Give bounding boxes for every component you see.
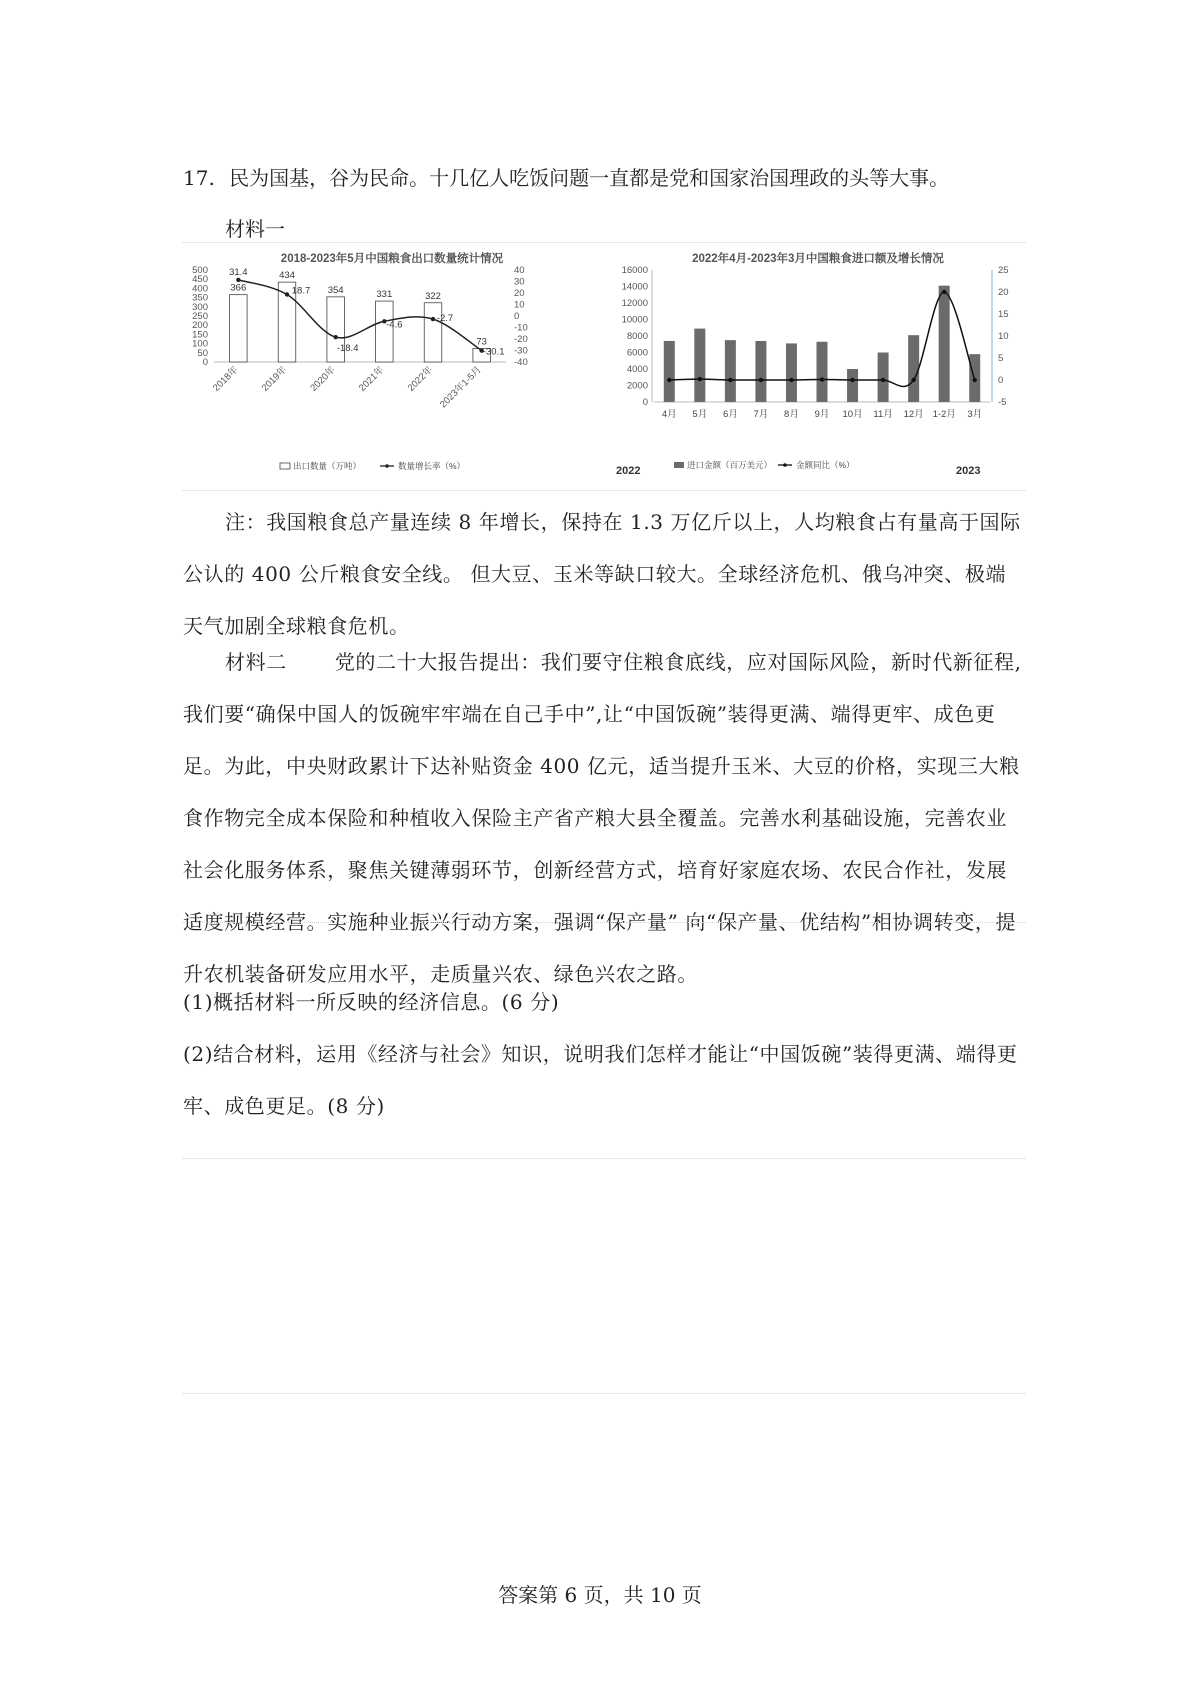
line-value-label: 18.7: [291, 285, 311, 297]
material2-label: 材料二: [225, 650, 287, 674]
line-point: [789, 378, 793, 382]
x-tick-label: 11月: [873, 409, 893, 420]
line-point: [759, 378, 763, 382]
y-left-tick-label: 400: [192, 283, 208, 295]
bar: [908, 335, 919, 402]
y-left-tick-label: 0: [642, 397, 648, 408]
export-chart: [180, 248, 590, 478]
page-footer: 答案第 6 页，共 10 页: [498, 1583, 702, 1607]
sub-question-1: (1)概括材料一所反映的经济信息。(6 分): [183, 990, 560, 1014]
material2-text: 党的二十大报告提出：我们要守住粮食底线，应对国际风险，新时代新征程,我们要“确保中国人的饭碗牢牢端在自己手中”,让“中国饭碗”装得更满、端得更牢、成色更足。为此，中央财政累计下达补贴资金 400 亿元，适当提升玉米、大豆的价格，实现三大粮食作物完全成本保险和种植收入保险主产省产粮大县全覆盖。完善水利基础设施，完善农业社会化服务体系，聚焦关键薄弱环节，创新经营方式，培育好家庭农场、农民合作社，发展适度规模经营。实施种业振兴行动方案，强调“保产量” 向“保产量、优结构”相协调转变，提升农机装备研发应用水平，走质量兴农、绿色兴农之路。: [183, 650, 1022, 986]
question-stem-text: 民为国基，谷为民命。十几亿人吃饭问题一直都是党和国家治国理政的头等大事。: [229, 166, 950, 190]
chart-legend: [280, 461, 465, 471]
x-tick-label: 9月: [814, 409, 830, 420]
y-left-tick-label: 500: [192, 265, 208, 276]
line-value-label: -4.6: [386, 319, 403, 331]
y-left-tick-label: 6000: [626, 347, 648, 359]
bar: [376, 301, 394, 362]
legend-entry-export: 出口数量（万吨）: [293, 461, 362, 471]
divider: [183, 1393, 1025, 1394]
line-point: [236, 278, 240, 282]
y-left-tick-label: 14000: [621, 281, 648, 293]
bar: [847, 369, 858, 402]
y-left-tick-label: 50: [197, 347, 208, 359]
line-point: [820, 377, 824, 381]
y-left-tick-label: 300: [192, 301, 208, 313]
question-number: 17.: [183, 166, 215, 190]
material2-body: [183, 636, 1025, 1000]
line-value-label: -30.1: [482, 346, 505, 358]
bar: [725, 340, 736, 402]
y-left-tick-label: 350: [192, 292, 208, 304]
y-right-tick-label: 0: [998, 375, 1004, 386]
y-right-tick-label: 15: [998, 309, 1009, 320]
line-point: [911, 378, 915, 382]
y-left-tick-label: 16000: [621, 265, 648, 276]
line-point: [850, 378, 854, 382]
y-left-tick-label: 0: [202, 357, 208, 368]
y-left-tick-label: 8000: [626, 331, 648, 342]
legend-entry-growth: 数量增长率（%）: [398, 461, 466, 471]
y-right-tick-label: 10: [514, 299, 525, 311]
divider: [183, 1158, 1025, 1159]
y-left-tick-label: 12000: [621, 298, 648, 309]
year-label-2023: 2023: [956, 465, 981, 477]
chart-title: 2018-2023年5月中国粮食出口数量统计情况: [280, 253, 504, 265]
x-tick-label: 3月: [967, 409, 983, 420]
bar: [878, 353, 889, 403]
bar: [424, 303, 442, 362]
bar: [786, 343, 797, 402]
line-point: [431, 317, 435, 321]
bar: [939, 286, 950, 402]
year-label-2022: 2022: [616, 465, 641, 477]
x-tick-label: 4月: [661, 409, 677, 420]
x-tick-label: 2019年: [259, 364, 290, 394]
import-chart: [606, 248, 1026, 478]
y-right-tick-label: -10: [514, 322, 528, 334]
x-tick-label: 12月: [903, 409, 924, 420]
material2-paragraph: [183, 636, 1025, 1000]
line-point: [333, 335, 337, 339]
x-tick-label: 5月: [692, 409, 708, 420]
bar-value-label: 73: [476, 336, 487, 348]
x-tick-label: 2021年: [357, 364, 387, 394]
line-value-label: -2.7: [436, 313, 454, 325]
x-tick-label: 2018年: [211, 364, 241, 394]
line-value-label: -18.4: [336, 343, 359, 355]
line-point: [881, 378, 885, 382]
material1-label: 材料一: [225, 217, 285, 241]
divider: [183, 242, 1025, 243]
y-right-tick-label: -40: [514, 357, 528, 368]
y-left-tick-label: 200: [192, 320, 208, 332]
bar-value-label: 366: [230, 282, 247, 294]
y-right-tick-label: -5: [998, 397, 1007, 408]
legend-entry-import: 进口金额（百万美元）: [687, 460, 773, 470]
bar-value-label: 354: [327, 284, 344, 296]
bar-value-label: 331: [376, 289, 393, 301]
y-left-tick-label: 450: [192, 274, 208, 286]
x-tick-label: 6月: [722, 409, 738, 420]
line-point: [973, 378, 977, 382]
y-left-tick-label: 10000: [621, 314, 648, 326]
bar: [230, 295, 248, 362]
chart-title: 2022年4月-2023年3月中国粮食进口额及增长情况: [692, 253, 944, 265]
y-right-tick-label: 20: [998, 287, 1009, 298]
y-right-tick-label: 25: [998, 265, 1009, 276]
sub-questions: [183, 976, 1025, 1132]
legend-swatch-bar: [674, 462, 684, 468]
note-paragraph: [183, 496, 1025, 652]
x-tick-label: 7月: [753, 409, 769, 420]
y-right-tick-label: 30: [514, 276, 525, 288]
line-value-label: 31.4: [229, 266, 248, 278]
legend-swatch-dot: [783, 463, 787, 467]
y-right-tick-label: 10: [998, 331, 1009, 342]
x-tick-label: 8月: [784, 409, 799, 420]
x-tick-label: 2020年: [308, 364, 338, 394]
y-right-tick-label: 5: [998, 353, 1004, 364]
bar: [694, 329, 705, 402]
bar: [817, 342, 828, 402]
y-right-tick-label: -20: [514, 334, 528, 345]
line-point: [942, 290, 946, 294]
y-left-tick-label: 4000: [626, 364, 648, 375]
y-left-tick-label: 2000: [626, 380, 648, 392]
line-point: [667, 378, 671, 382]
legend-entry-yoy: 金额同比（%）: [796, 460, 855, 470]
y-right-tick-label: 0: [514, 311, 520, 322]
bar-value-label: 322: [425, 290, 441, 302]
x-tick-label: 2022年: [405, 364, 436, 394]
divider: [183, 922, 1025, 923]
x-tick-label: 10月: [842, 409, 863, 420]
question-stem: [183, 162, 949, 191]
note-text: 注：我国粮食总产量连续 8 年增长，保持在 1.3 万亿斤以上，人均粮食占有量高于国际公认的 400 公斤粮食安全线。 但大豆、玉米等缺口较大。全球经济危机、俄乌冲突、极端天气加剧全球粮食危机。: [183, 510, 1021, 638]
divider: [183, 490, 1025, 491]
line-point: [285, 292, 289, 296]
line-point: [728, 378, 732, 382]
line-point: [698, 377, 702, 381]
bar-value-label: 434: [279, 270, 295, 282]
y-right-tick-label: -30: [514, 345, 528, 357]
y-left-tick-label: 100: [192, 338, 208, 350]
bar: [664, 341, 675, 402]
y-right-tick-label: 20: [514, 288, 525, 299]
x-tick-label: 1-2月: [932, 409, 956, 420]
legend-swatch-dot: [385, 464, 389, 468]
legend-swatch-bar: [280, 463, 290, 469]
x-tick-label: 2023年1-5月: [437, 364, 484, 411]
sub-question-2: (2)结合材料，运用《经济与社会》知识，说明我们怎样才能让“中国饭碗”装得更满、端得更牢、成色更足。(8 分): [183, 1042, 1018, 1118]
chart-legend: [674, 460, 855, 470]
y-left-tick-label: 150: [192, 329, 208, 341]
bar: [755, 341, 766, 402]
y-left-tick-label: 250: [192, 311, 208, 322]
y-right-tick-label: 40: [514, 265, 525, 276]
